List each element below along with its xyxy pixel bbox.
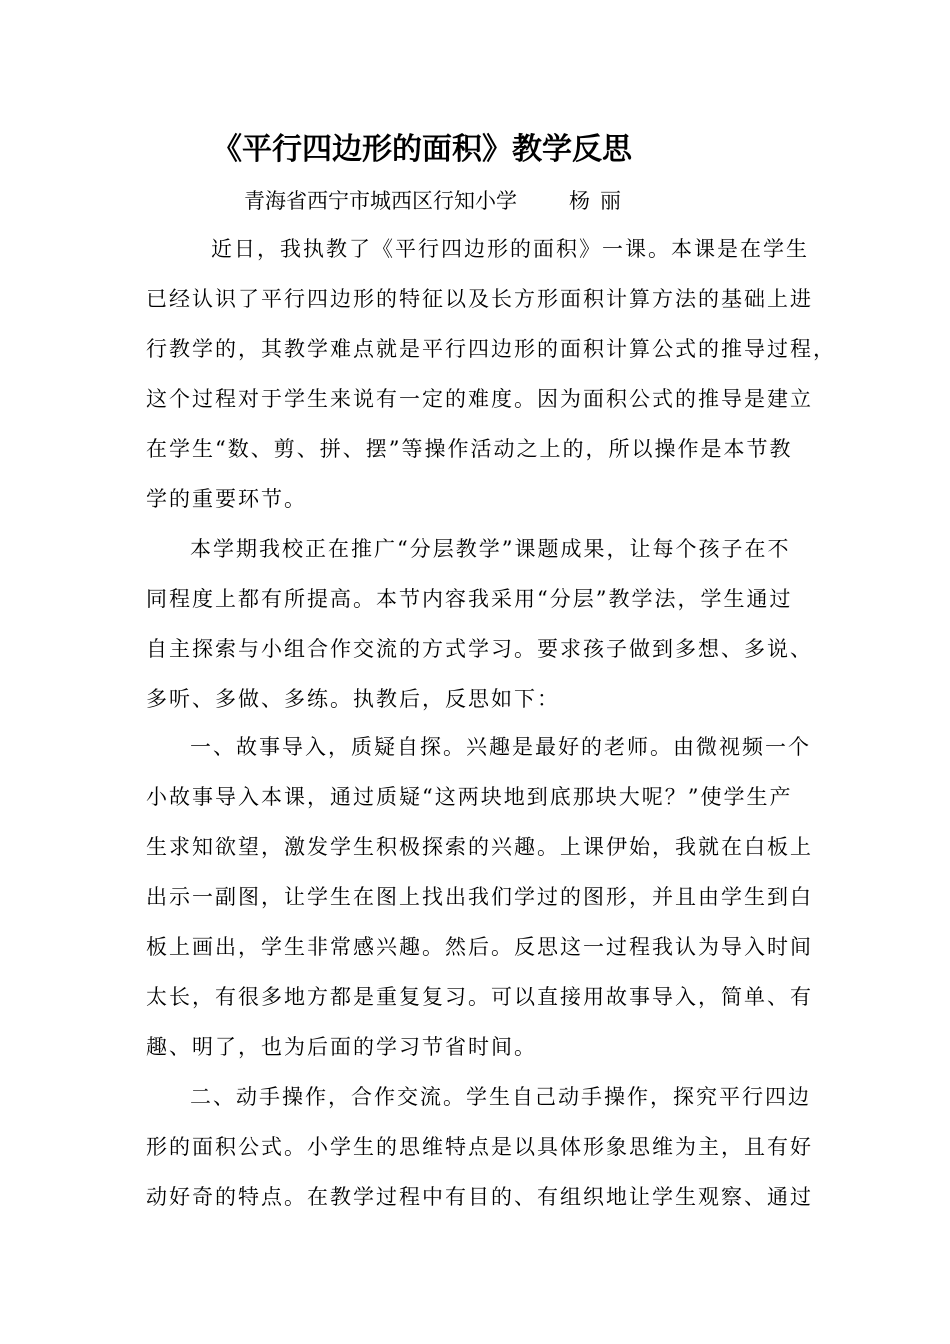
paragraph-2 <box>146 524 813 724</box>
author-line <box>244 186 631 216</box>
paragraph-line: 在学生“数、剪、拼、摆”等操作活动之上的，所以操作是本节教 <box>146 437 793 461</box>
paragraph-line: 小故事导入本课，通过质疑“这两块地到底那块大呢？”使学生产 <box>146 785 793 809</box>
paragraph-line: 已经认识了平行四边形的特征以及长方形面积计算方法的基础上进 <box>146 287 813 311</box>
paragraph-line: 太长，有很多地方都是重复复习。可以直接用故事导入，简单、有 <box>146 985 813 1009</box>
paragraph-line: 一、故事导入，质疑自探。兴趣是最好的老师。由微视频一个 <box>167 735 811 759</box>
paragraph-line: 行教学的，其教学难点就是平行四边形的面积计算公式的推导过程， <box>146 337 836 361</box>
paragraph-line: 动好奇的特点。在教学过程中有目的、有组织地让学生观察、通过 <box>146 1185 813 1209</box>
document-title: 《平行四边形的面积》教学反思 <box>212 132 632 167</box>
paragraph-line: 出示一副图，让学生在图上找出我们学过的图形，并且由学生到白 <box>146 885 813 909</box>
paragraph-line: 多听、多做、多练。执教后，反思如下： <box>146 687 560 711</box>
paragraph-1 <box>146 224 836 524</box>
author-school: 青海省西宁市城西区行知小学 <box>244 189 517 213</box>
paragraph-line: 形的面积公式。小学生的思维特点是以具体形象思维为主，且有好 <box>146 1135 813 1159</box>
paragraph-line: 近日，我执教了《平行四边形的面积》一课。本课是在学生 <box>188 237 809 261</box>
paragraph-line: 趣、明了，也为后面的学习节省时间。 <box>146 1035 537 1059</box>
paragraph-line: 自主探索与小组合作交流的方式学习。要求孩子做到多想、多说、 <box>146 637 813 661</box>
paragraph-line: 生求知欲望，激发学生积极探索的兴趣。上课伊始，我就在白板上 <box>146 835 813 859</box>
paragraph-line: 这个过程对于学生来说有一定的难度。因为面积公式的推导是建立 <box>146 387 813 411</box>
paragraph-line: 二、动手操作，合作交流。学生自己动手操作，探究平行四边 <box>167 1085 811 1109</box>
paragraph-line: 同程度上都有所提高。本节内容我采用“分层”教学法，学生通过 <box>146 587 793 611</box>
paragraph-line: 板上画出，学生非常感兴趣。然后。反思这一过程我认为导入时间 <box>146 935 813 959</box>
paragraph-4 <box>146 1072 813 1222</box>
paragraph-3 <box>146 722 813 1072</box>
author-name: 杨丽 <box>569 189 631 213</box>
paragraph-line: 学的重要环节。 <box>146 487 307 511</box>
paragraph-line: 本学期我校正在推广“分层教学”课题成果，让每个孩子在不 <box>167 537 791 561</box>
